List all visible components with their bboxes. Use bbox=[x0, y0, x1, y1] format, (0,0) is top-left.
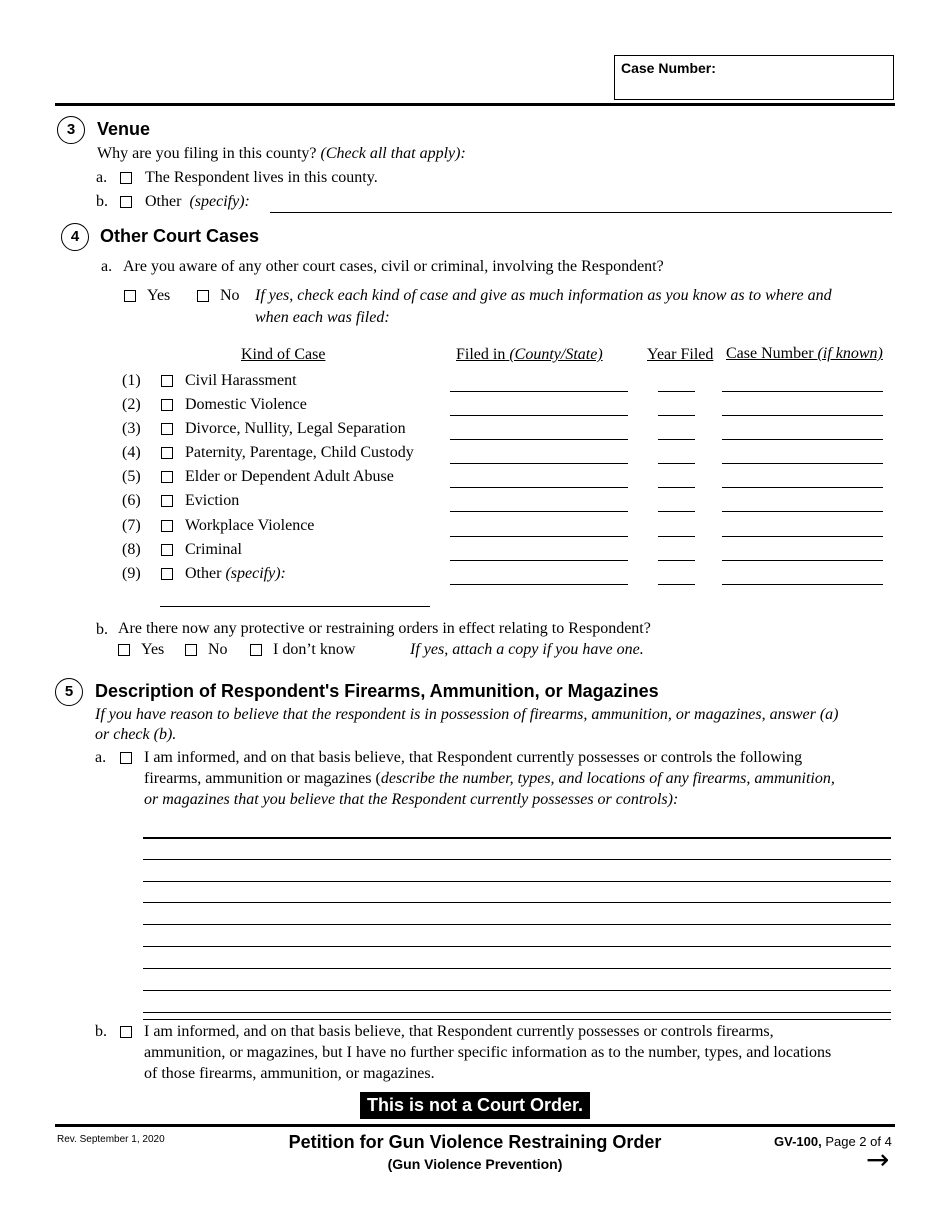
case-row-checkbox[interactable] bbox=[161, 544, 173, 556]
case-row-case-number-line[interactable] bbox=[722, 439, 883, 440]
orders-dont-know-checkbox[interactable] bbox=[250, 644, 262, 656]
case-row-year-line[interactable] bbox=[658, 463, 695, 464]
case-row-number: (2) bbox=[122, 396, 141, 413]
case-row-filed-in-line[interactable] bbox=[450, 415, 628, 416]
other-cases-yes-label: Yes bbox=[147, 287, 171, 304]
case-row-checkbox[interactable] bbox=[161, 447, 173, 459]
case-row-label: Paternity, Parentage, Child Custody bbox=[185, 444, 414, 461]
venue-a-letter: a. bbox=[96, 169, 108, 186]
case-row-checkbox[interactable] bbox=[161, 471, 173, 483]
case-row-checkbox[interactable] bbox=[161, 568, 173, 580]
venue-b-label: Other (specify): bbox=[145, 193, 250, 210]
case-row-case-number-line[interactable] bbox=[722, 584, 883, 585]
firearms-a-text-3: or magazines that you believe that the Respondent currently possesses or controls): bbox=[144, 791, 679, 808]
orders-no-checkbox[interactable] bbox=[185, 644, 197, 656]
form-title: Petition for Gun Violence Restraining Order bbox=[288, 1132, 662, 1152]
footer-rule bbox=[55, 1124, 895, 1127]
case-row-case-number-line[interactable] bbox=[722, 487, 883, 488]
case-row-label: Domestic Violence bbox=[185, 396, 307, 413]
firearms-a-letter: a. bbox=[95, 749, 107, 766]
case-row-filed-in-line[interactable] bbox=[450, 560, 628, 561]
case-row bbox=[0, 541, 950, 565]
description-line[interactable] bbox=[143, 946, 891, 947]
case-row-label: Other (specify): bbox=[185, 565, 286, 582]
description-line[interactable] bbox=[143, 837, 891, 839]
case-row-case-number-line[interactable] bbox=[722, 391, 883, 392]
description-line[interactable] bbox=[143, 902, 891, 903]
firearms-b-text-2: ammunition, or magazines, but I have no further specific information as to the number, types, and locations bbox=[144, 1044, 832, 1061]
venue-b-letter: b. bbox=[96, 193, 108, 210]
case-number-box[interactable] bbox=[614, 55, 894, 100]
case-row-number: (3) bbox=[122, 420, 141, 437]
orders-no-label: No bbox=[208, 641, 228, 658]
firearms-intro-1: If you have reason to believe that the respondent is in possession of firearms, ammunition, or magazines, answer (a) bbox=[95, 706, 839, 723]
section-number-3: 3 bbox=[57, 116, 85, 144]
case-row-case-number-line[interactable] bbox=[722, 560, 883, 561]
case-row-case-number-line[interactable] bbox=[722, 536, 883, 537]
description-line[interactable] bbox=[143, 968, 891, 969]
case-row-year-line[interactable] bbox=[658, 391, 695, 392]
description-line[interactable] bbox=[143, 990, 891, 991]
case-row bbox=[0, 492, 950, 516]
case-row-year-line[interactable] bbox=[658, 439, 695, 440]
other-cases-b-question: Are there now any protective or restraining orders in effect relating to Respondent? bbox=[118, 620, 651, 637]
case-row-year-line[interactable] bbox=[658, 536, 695, 537]
case-row-year-line[interactable] bbox=[658, 511, 695, 512]
firearms-b-text-1: I am informed, and on that basis believe, that Respondent currently possesses or controls firearms, bbox=[144, 1023, 774, 1040]
case-row-checkbox[interactable] bbox=[161, 375, 173, 387]
not-court-order-banner: This is not a Court Order. bbox=[360, 1092, 590, 1119]
other-cases-if-yes-note-1: If yes, check each kind of case and give as much information as you know as to where and bbox=[255, 287, 832, 304]
case-row-number: (7) bbox=[122, 517, 141, 534]
firearms-b-letter: b. bbox=[95, 1023, 107, 1040]
column-kind-of-case: Kind of Case bbox=[241, 346, 326, 363]
firearms-b-text-3: of those firearms, ammunition, or magazines. bbox=[144, 1065, 435, 1082]
firearms-description-area[interactable] bbox=[143, 837, 891, 1020]
case-row-number: (1) bbox=[122, 372, 141, 389]
case-row-label: Eviction bbox=[185, 492, 240, 509]
next-page-arrow-icon[interactable]: → bbox=[866, 1143, 890, 1176]
venue-other-specify-line[interactable] bbox=[270, 212, 892, 213]
venue-question: Why are you filing in this county? (Check all that apply): bbox=[97, 145, 466, 162]
header-rule bbox=[55, 103, 895, 106]
case-row-number: (8) bbox=[122, 541, 141, 558]
case-row bbox=[0, 565, 950, 589]
column-filed-in: Filed in (County/State) bbox=[456, 346, 603, 363]
case-row-year-line[interactable] bbox=[658, 560, 695, 561]
venue-a-label: The Respondent lives in this county. bbox=[145, 169, 378, 186]
case-row-filed-in-line[interactable] bbox=[450, 584, 628, 585]
orders-attach-note: If yes, attach a copy if you have one. bbox=[410, 641, 644, 658]
other-cases-yes-checkbox[interactable] bbox=[124, 290, 136, 302]
firearms-a-checkbox[interactable] bbox=[120, 752, 132, 764]
orders-dont-know-label: I don’t know bbox=[273, 641, 356, 658]
case-row bbox=[0, 420, 950, 444]
case-number-label: Case Number: bbox=[621, 60, 716, 76]
section-number-5: 5 bbox=[55, 678, 83, 706]
firearms-title: Description of Respondent's Firearms, Ammunition, or Magazines bbox=[95, 681, 659, 701]
case-row-case-number-line[interactable] bbox=[722, 415, 883, 416]
case-row-case-number-line[interactable] bbox=[722, 511, 883, 512]
case-row-filed-in-line[interactable] bbox=[450, 487, 628, 488]
case-row-number: (9) bbox=[122, 565, 141, 582]
case-row bbox=[0, 468, 950, 492]
firearms-intro-2: or check (b). bbox=[95, 726, 177, 743]
case-row-filed-in-line[interactable] bbox=[450, 511, 628, 512]
case-row-case-number-line[interactable] bbox=[722, 463, 883, 464]
revision-date: Rev. September 1, 2020 bbox=[57, 1134, 165, 1145]
case-row-number: (6) bbox=[122, 492, 141, 509]
case-row-number: (5) bbox=[122, 468, 141, 485]
other-cases-no-checkbox[interactable] bbox=[197, 290, 209, 302]
case-row-checkbox[interactable] bbox=[161, 520, 173, 532]
case-row-year-line[interactable] bbox=[658, 584, 695, 585]
other-cases-a-question: Are you aware of any other court cases, civil or criminal, involving the Respondent? bbox=[123, 258, 664, 275]
section-number-4: 4 bbox=[61, 223, 89, 251]
orders-yes-label: Yes bbox=[141, 641, 165, 658]
case-row-year-line[interactable] bbox=[658, 415, 695, 416]
case-row-label: Workplace Violence bbox=[185, 517, 315, 534]
venue-a-checkbox[interactable] bbox=[120, 172, 132, 184]
case-row-checkbox[interactable] bbox=[161, 423, 173, 435]
description-line[interactable] bbox=[143, 1019, 891, 1020]
description-line[interactable] bbox=[143, 924, 891, 925]
case-row-label: Civil Harassment bbox=[185, 372, 297, 389]
firearms-b-checkbox[interactable] bbox=[120, 1026, 132, 1038]
form-subtitle: (Gun Violence Prevention) bbox=[387, 1156, 563, 1172]
case-row bbox=[0, 517, 950, 541]
case-row-label: Elder or Dependent Adult Abuse bbox=[185, 468, 394, 485]
other-cases-no-label: No bbox=[220, 287, 240, 304]
description-line[interactable] bbox=[143, 859, 891, 860]
case-row-year-line[interactable] bbox=[658, 487, 695, 488]
description-line[interactable] bbox=[143, 881, 891, 882]
other-case-specify-line[interactable] bbox=[160, 606, 430, 607]
case-row bbox=[0, 372, 950, 396]
other-cases-a-letter: a. bbox=[101, 258, 113, 275]
description-line[interactable] bbox=[143, 1012, 891, 1013]
case-row bbox=[0, 444, 950, 468]
venue-b-checkbox[interactable] bbox=[120, 196, 132, 208]
other-cases-b-letter: b. bbox=[96, 621, 108, 638]
column-case-number: Case Number (if known) bbox=[726, 345, 883, 362]
firearms-a-text-2: firearms, ammunition or magazines (describe the number, types, and locations of any firearms, ammunition, bbox=[144, 770, 835, 787]
page-number: Page 2 of 4 bbox=[825, 1134, 892, 1149]
case-row-filed-in-line[interactable] bbox=[450, 463, 628, 464]
case-row-filed-in-line[interactable] bbox=[450, 536, 628, 537]
other-cases-title: Other Court Cases bbox=[100, 226, 260, 246]
case-row bbox=[0, 396, 950, 420]
case-row-checkbox[interactable] bbox=[161, 399, 173, 411]
case-row-checkbox[interactable] bbox=[161, 495, 173, 507]
column-year-filed: Year Filed bbox=[647, 346, 714, 363]
case-row-number: (4) bbox=[122, 444, 141, 461]
firearms-a-text-1: I am informed, and on that basis believe, that Respondent currently possesses or controls the following bbox=[144, 749, 803, 766]
case-row-filed-in-line[interactable] bbox=[450, 439, 628, 440]
case-row-label: Divorce, Nullity, Legal Separation bbox=[185, 420, 406, 437]
case-row-filed-in-line[interactable] bbox=[450, 391, 628, 392]
other-cases-if-yes-note-2: when each was filed: bbox=[255, 309, 390, 326]
venue-title: Venue bbox=[97, 119, 151, 139]
form-id: GV-100, bbox=[774, 1134, 822, 1149]
orders-yes-checkbox[interactable] bbox=[118, 644, 130, 656]
case-row-label: Criminal bbox=[185, 541, 242, 558]
